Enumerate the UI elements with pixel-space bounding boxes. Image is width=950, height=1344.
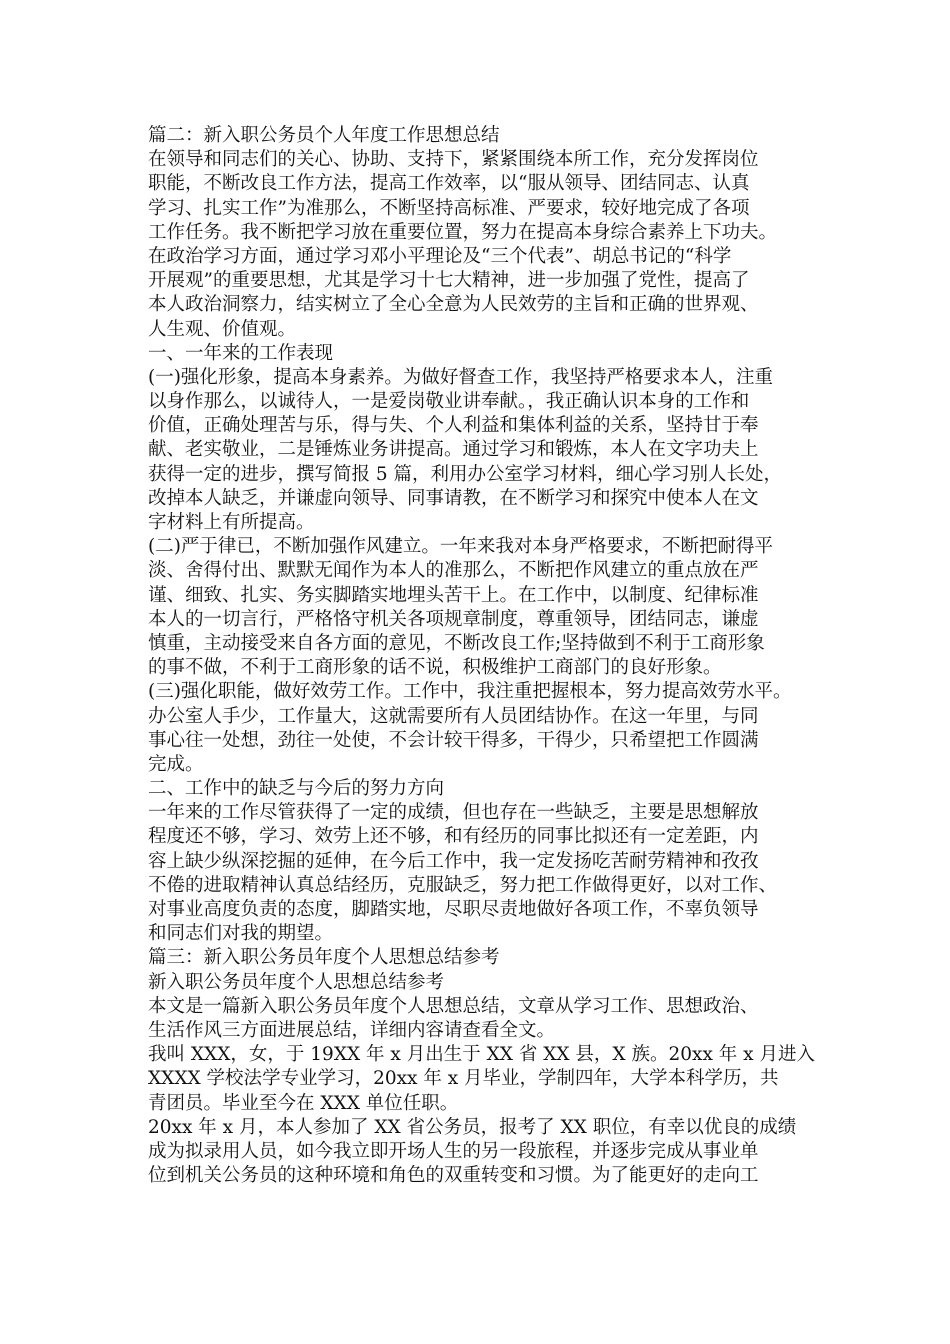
- paragraph-line: 工作任务。我不断把学习放在重要位置，努力在提高本身综合素养上下功夫。: [148, 221, 778, 243]
- paragraph-line: 办公室人手少，工作量大，这就需要所有人员团结协作。在这一年里，与同: [148, 705, 759, 727]
- paragraph-line: XXXX 学校法学专业学习，20xx 年 x 月毕业，学制四年，大学本科学历，共: [148, 1068, 779, 1090]
- paragraph-line: 获得一定的进步，撰写简报 5 篇，利用办公室学习材料，细心学习别人长处，: [148, 463, 783, 485]
- paragraph-line: (二)严于律已，不断加强作风建立。一年来我对本身严格要求，不断把耐得平: [148, 536, 773, 558]
- paragraph-line: 本人政治洞察力，结实树立了全心全意为人民效劳的主旨和正确的世界观、: [148, 294, 759, 316]
- section-heading: 篇三：新入职公务员年度个人思想总结参考: [148, 947, 500, 969]
- paragraph-line: 青团员。毕业至今在 XXX 单位任职。: [148, 1092, 459, 1114]
- paragraph-line: 我叫 XXX，女，于 19XX 年 x 月出生于 XX 省 XX 县，X 族。20xx 年 x 月进入: [148, 1044, 815, 1066]
- paragraph-line: 本人的一切言行，严格恪守机关各项规章制度，尊重领导，团结同志，谦虚: [148, 608, 759, 630]
- paragraph-line: 谨、细致、扎实、务实脚踏实地埋头苦干上。在工作中，以制度、纪律标准: [148, 584, 759, 606]
- article-title: 新入职公务员年度个人思想总结参考: [148, 971, 445, 993]
- paragraph-line: 价值，正确处理苦与乐，得与失、个人利益和集体利益的关系，坚持甘于奉: [148, 415, 759, 437]
- paragraph-line: 对事业高度负责的态度，脚踏实地，尽职尽责地做好各项工作，不辜负领导: [148, 899, 759, 920]
- paragraph-line: 容上缺少纵深挖掘的延伸，在今后工作中，我一定发扬吃苦耐劳精神和孜孜: [148, 850, 759, 872]
- paragraph-line: 献、老实敬业，二是锤炼业务讲提高。通过学习和锻炼，本人在文字功夫上: [148, 439, 759, 461]
- paragraph-line: (一)强化形象，提高本身素养。为做好督查工作，我坚持严格要求本人，注重: [148, 366, 773, 388]
- paragraph-line: 成为拟录用人员，如今我立即开场人生的另一段旅程，并逐步完成从事业单: [148, 1140, 759, 1162]
- paragraph-line: 职能，不断改良工作方法，提高工作效率，以“服从领导、团结同志、认真: [148, 173, 750, 195]
- section-heading: 一、一年来的工作表现: [148, 342, 334, 364]
- paragraph-line: 改掉本人缺乏，并谦虚向领导、同事请教，在不断学习和探究中使本人在文: [148, 487, 759, 509]
- paragraph-line: 不倦的进取精神认真总结经历，克服缺乏，努力把工作做得更好，以对工作、: [148, 874, 778, 896]
- document-body: [148, 124, 828, 1188]
- paragraph-line: 生活作风三方面进展总结，详细内容请查看全文。: [148, 1019, 556, 1041]
- paragraph-line: 学习、扎实工作”为准那么，不断坚持高标准、严要求，较好地完成了各项: [148, 197, 750, 219]
- paragraph-line: 淡、舍得付出、默默无闻作为本人的准那么，不断把作风建立的重点放在严: [148, 560, 759, 582]
- paragraph-line: 人生观、价值观。: [148, 318, 297, 340]
- section-heading: 篇二：新入职公务员个人年度工作思想总结: [148, 125, 500, 146]
- paragraph-line: 完成。: [148, 753, 204, 775]
- paragraph-line: 的事不做，不利于工商形象的话不说，积极维护工商部门的良好形象。: [148, 657, 722, 679]
- paragraph-line: 开展观”的重要思想，尤其是学习十七大精神，进一步加强了党性，提高了: [148, 270, 750, 292]
- section-heading: 二、工作中的缺乏与今后的努力方向: [148, 778, 445, 800]
- paragraph-line: 位到机关公务员的这种环境和角色的双重转变和习惯。为了能更好的走向工: [148, 1165, 759, 1187]
- paragraph-line: 和同志们对我的期望。: [148, 923, 334, 945]
- paragraph-line: 本文是一篇新入职公务员年度个人思想总结，文章从学习工作、思想政治、: [148, 995, 759, 1017]
- paragraph-line: (三)强化职能，做好效劳工作。工作中，我注重把握根本，努力提高效劳水平。: [148, 681, 792, 703]
- paragraph-line: 一年来的工作尽管获得了一定的成绩，但也存在一些缺乏，主要是思想解放: [148, 802, 759, 824]
- paragraph-line: 20xx 年 x 月，本人参加了 XX 省公务员，报考了 XX 职位，有幸以优良的成绩: [148, 1116, 797, 1138]
- paragraph-line: 程度还不够，学习、效劳上还不够，和有经历的同事比拟还有一定差距，内: [148, 826, 759, 848]
- paragraph-line: 在领导和同志们的关心、协助、支持下，紧紧围绕本所工作，充分发挥岗位: [148, 149, 759, 171]
- paragraph-line: 以身作那么，以诚待人，一是爱岗敬业讲奉献。，我正确认识本身的工作和: [148, 391, 750, 413]
- paragraph-line: 在政治学习方面，通过学习邓小平理论及“三个代表”、胡总书记的“科学: [148, 245, 732, 267]
- paragraph-line: 事心往一处想，劲往一处使，不会计较干得多，干得少，只希望把工作圆满: [148, 729, 759, 751]
- paragraph-line: 字材料上有所提高。: [148, 512, 315, 533]
- paragraph-line: 慎重，主动接受来自各方面的意见，不断改良工作;坚持做到不利于工商形象: [148, 632, 765, 654]
